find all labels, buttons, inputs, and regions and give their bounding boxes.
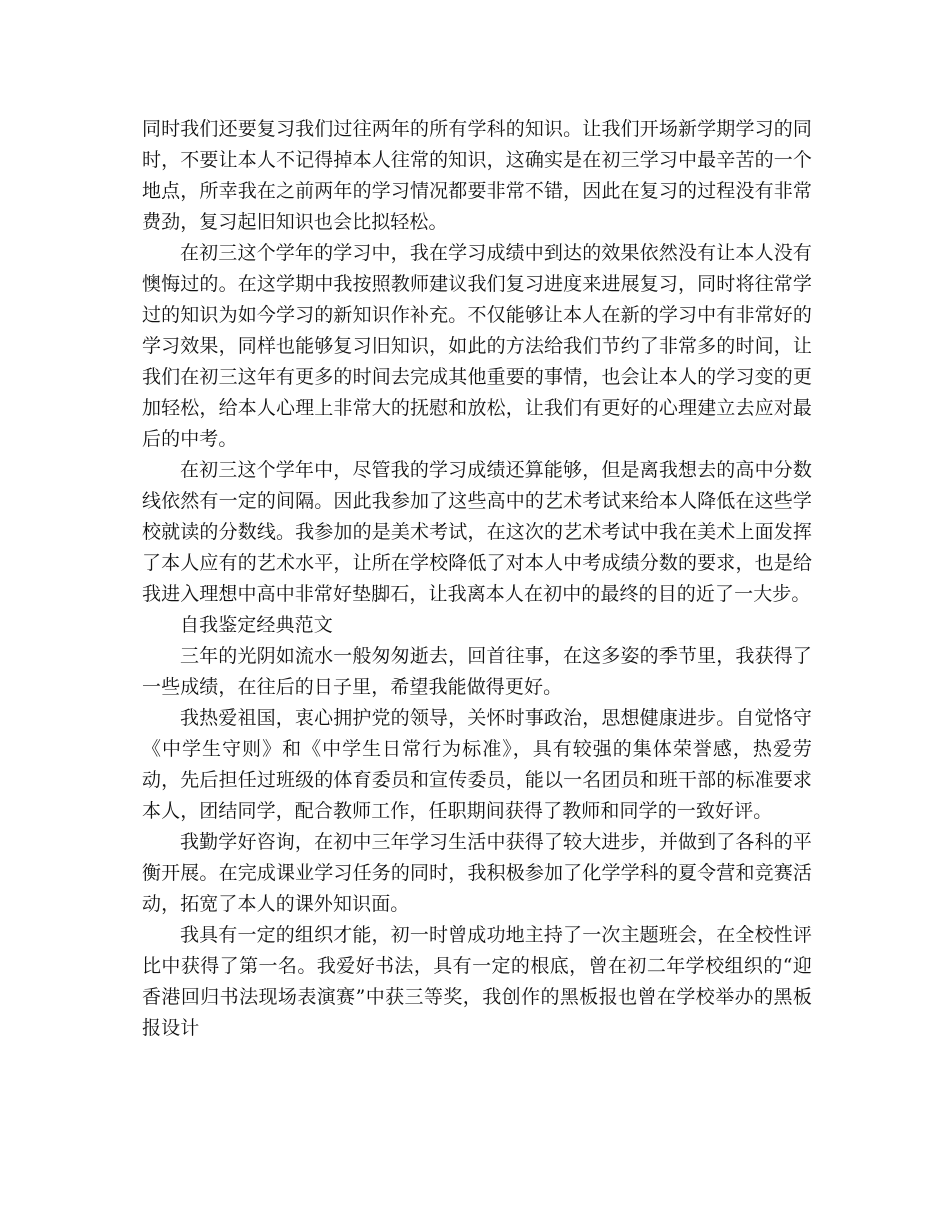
- section-paragraph-4: 我具有一定的组织才能，初一时曾成功地主持了一次主题班会，在全校性评比中获得了第一名。我爱好书法，具有一定的根底，曾在初二年学校组织的“迎香港回归书法现场表演赛”中获三等奖，我创作的黑板报也曾在学校举办的黑板报设计: [142, 924, 812, 1039]
- section-paragraph-1: 三年的光阴如流水一般匆匆逝去，回首往事，在这多姿的季节里，我获得了一些成绩，在往后的日子里，希望我能做得更好。: [142, 645, 812, 698]
- section-title: 自我鉴定经典范文: [180, 614, 333, 636]
- paragraph-3: 在初三这个学年中，尽管我的学习成绩还算能够，但是离我想去的高中分数线依然有一定的间隔。因此我参加了这些高中的艺术考试来给本人降低在这些学校就读的分数线。我参加的是美术考试，在这次的艺术考试中我在美术上面发挥了本人应有的艺术水平，让所在学校降低了对本人中考成绩分数的要求，也是给我进入理想中高中非常好垫脚石，让我离本人在初中的最终的目的近了一大步。: [142, 459, 812, 605]
- paragraph-1: 同时我们还要复习我们过往两年的所有学科的知识。让我们开场新学期学习的同时，不要让本人不记得掉本人往常的知识，这确实是在初三学习中最辛苦的一个地点，所幸我在之前两年的学习情况都要非常不错，因此在复习的过程没有非常费劲，复习起旧知识也会比拟轻松。: [142, 118, 812, 233]
- document-page: [142, 114, 812, 1044]
- paragraph-2: 在初三这个学年的学习中，我在学习成绩中到达的效果依然没有让本人没有懊悔过的。在这学期中我按照教师建议我们复习进度来进展复习，同时将往常学过的知识为如今学习的新知识作补充。不仅能够让本人在新的学习中有非常好的学习效果，同样也能够复习旧知识，如此的方法给我们节约了非常多的时间，让我们在初三这年有更多的时间去完成其他重要的事情，也会让本人的学习变的更加轻松，给本人心理上非常大的抚慰和放松，让我们有更好的心理建立去应对最后的中考。: [142, 242, 812, 450]
- section-paragraph-2: 我热爱祖国，衷心拥护党的领导，关怀时事政治，思想健康进步。自觉恪守《中学生守则》和《中学生日常行为标准》，具有较强的集体荣誉感，热爱劳动，先后担任过班级的体育委员和宣传委员，能以一名团员和班干部的标准要求本人，团结同学，配合教师工作，任职期间获得了教师和同学的一致好评。: [142, 707, 812, 822]
- section-paragraph-3: 我勤学好咨询，在初中三年学习生活中获得了较大进步，并做到了各科的平衡开展。在完成课业学习任务的同时，我积极参加了化学学科的夏令营和竞赛活动，拓宽了本人的课外知识面。: [142, 831, 812, 915]
